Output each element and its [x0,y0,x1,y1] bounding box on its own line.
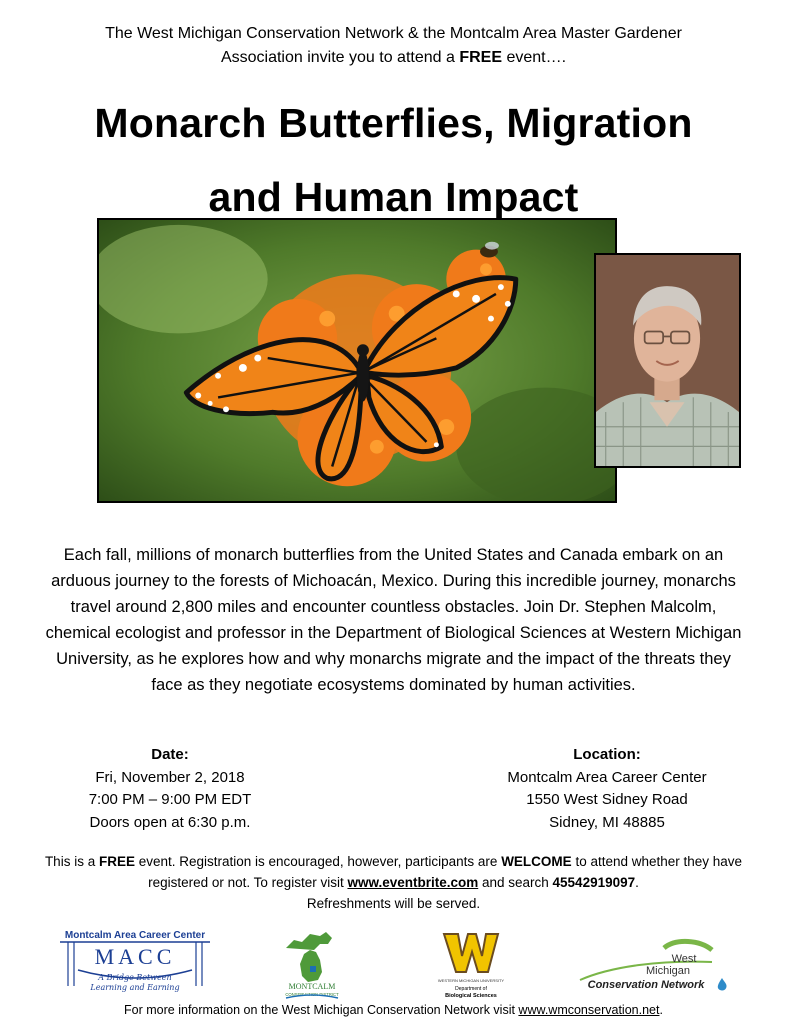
wmu-w-icon [444,934,498,972]
montcalm-conservation-district-logo [280,928,344,1000]
date-label: Date: [151,746,189,763]
mcd-subtitle: CONSERVATION DISTRICT [285,992,339,997]
intro-text [0,22,787,70]
location-city: Sidney, MI 48885 [549,813,665,831]
date-day: Fri, November 2, 2018 [95,768,245,786]
macc-tagline-2: Learning and Earning [90,983,180,992]
title-line-2: and Human Impact [208,174,579,220]
macc-logo [60,928,210,998]
michigan-upper-icon [286,932,332,950]
event-description: Each fall, millions of monarch butterflies from the United States and Canada embark on an arduous journey to the forests of Michoacán, Mexico. During this incredible journey, monarchs travel around 2,800 miles and encounter countless obstacles. Join Dr. Stephen Malcolm, chemical ecologist and professor in the Department of Biological Sciences at Western Michigan University, as he explores how and why monarchs migrate and the impact of the threats they face as they negotiate ecosystems dominated by human activities. [45,546,742,694]
wmu-biological-sciences-logo [436,930,506,1000]
event-title [0,86,787,234]
wmu-name: WESTERN MICHIGAN UNIVERSITY [437,978,505,983]
registration-text: This is a FREE event. Registration is encouraged, however, participants are WELCOME to attend whether they have registered or not. To register visit www.eventbrite.com and search 45542919097. [44,854,743,890]
date-time: 7:00 PM – 9:00 PM EDT [88,791,252,808]
location-block [492,744,722,834]
refreshments-text: Refreshments will be served. [306,896,481,911]
intro-line-2: Association invite you to attend a FREE event…. [220,49,567,66]
speaker-photo [594,253,741,468]
footer: For more information on the West Michigan Conservation Network visit www.wmconservation.net. [124,1003,663,1017]
intro-line-1: The West Michigan Conservation Network & the Montcalm Area Master Gardener [105,25,682,42]
wmconservation-link[interactable]: www.wmconservation.net [518,1003,660,1017]
date-block [70,744,270,834]
title-line-1: Monarch Butterflies, Migration [94,100,693,146]
footer-text: For more information on the West Michigan Conservation Network visit [124,1003,519,1017]
location-label: Location: [573,746,641,763]
event-code: 45542919097 [552,875,636,890]
eventbrite-link[interactable]: www.eventbrite.com [347,875,479,890]
doors-open: Doors open at 6:30 p.m. [89,813,251,831]
macc-tagline-1: A Bridge Between [98,973,172,982]
mcd-name: MONTCALM [288,982,336,991]
wmcn-network: Conservation Network [587,979,705,991]
wmcn-logo [572,936,732,998]
wmcn-michigan: Michigan [645,965,691,977]
location-name: Montcalm Area Career Center [507,768,707,786]
free-emphasis: FREE [459,49,502,66]
location-street: 1550 West Sidney Road [526,791,688,808]
leaf-arc-icon [664,941,712,950]
water-drop-icon [718,978,727,991]
macc-letters: MACC [94,944,176,969]
monarch-butterfly-photo [97,218,617,503]
wmu-dept-2: Biological Sciences [445,993,497,999]
wmcn-west: West [671,953,697,965]
macc-title: Montcalm Area Career Center [64,930,206,941]
wmu-dept-1: Department of [455,986,487,992]
registration-notice [30,851,757,914]
